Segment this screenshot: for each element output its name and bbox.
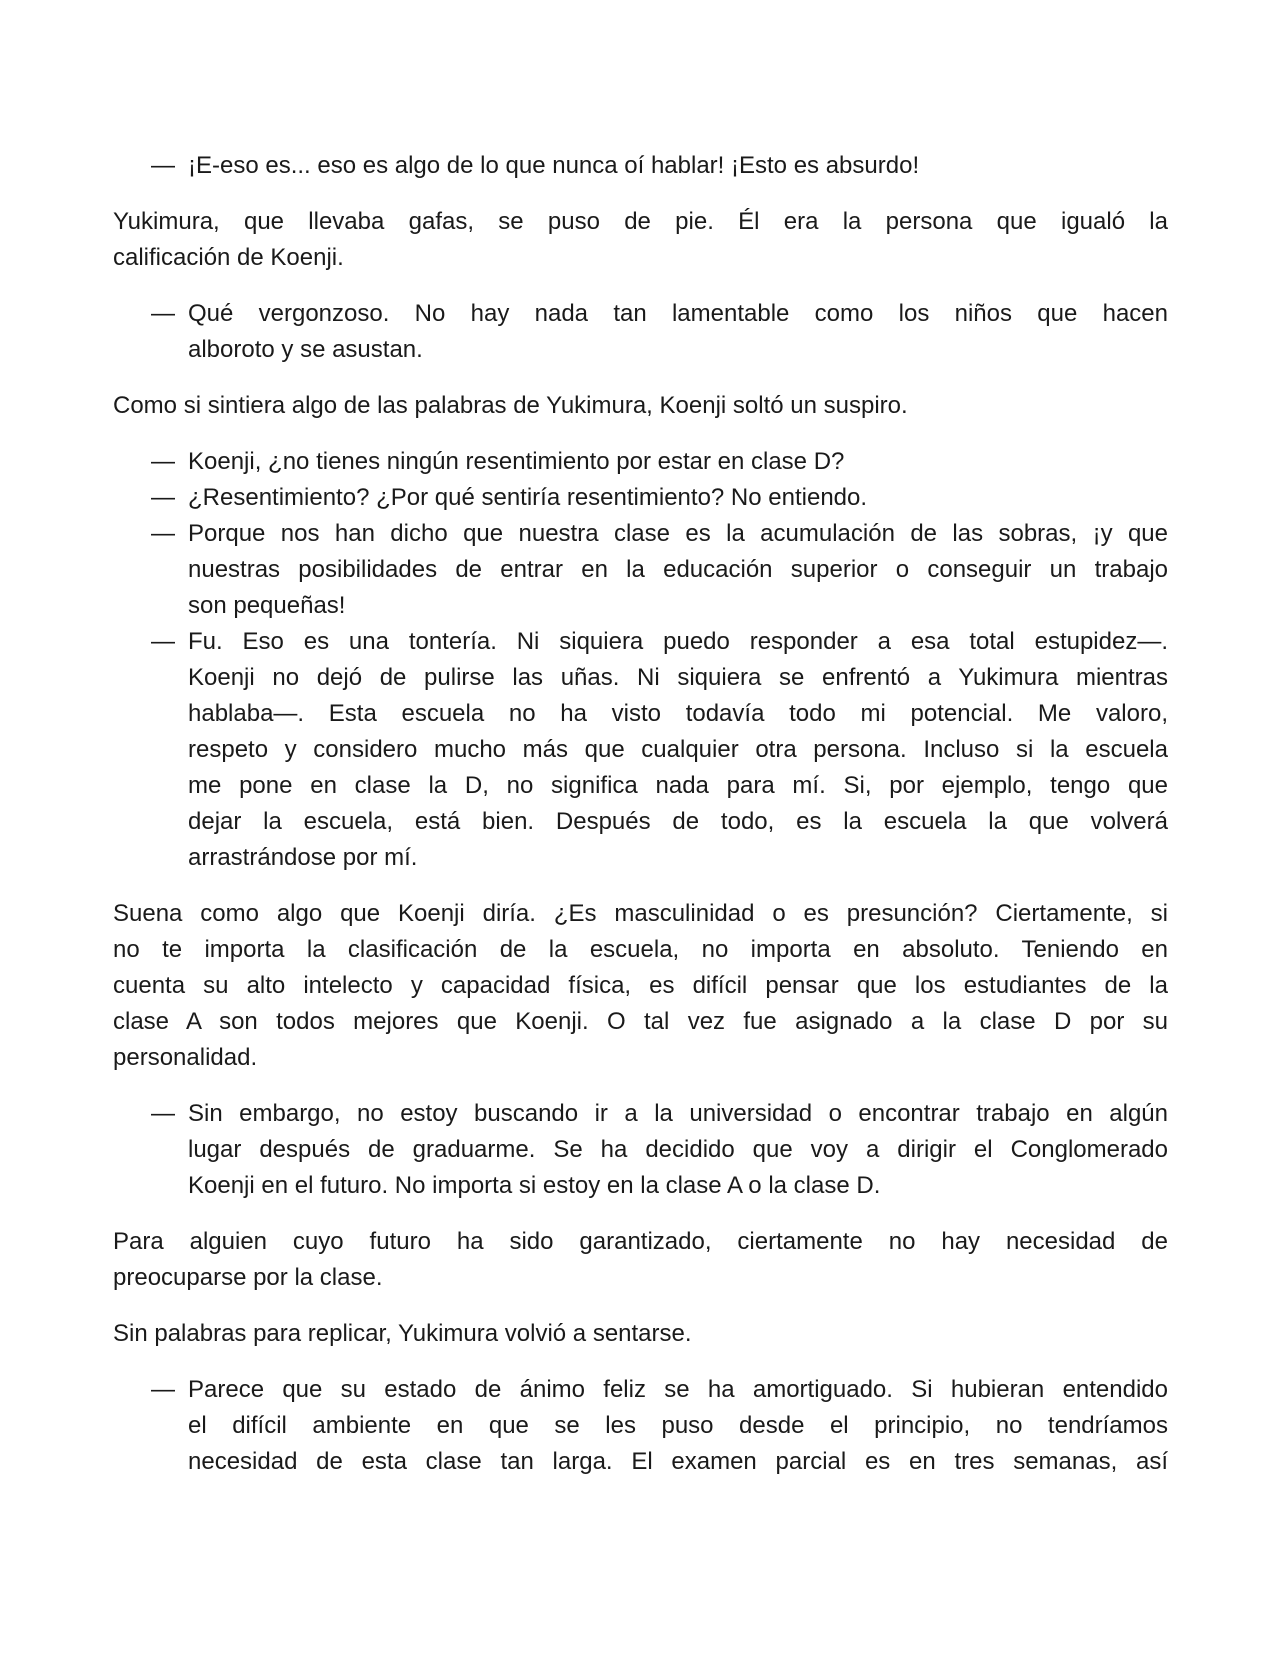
line-text: son pequeñas! bbox=[188, 592, 346, 619]
text-line bbox=[113, 804, 1168, 840]
line-text: el difícil ambiente en que se les puso desde el principio, no tendríamos bbox=[188, 1412, 1168, 1439]
text-line bbox=[113, 1408, 1168, 1444]
text-line bbox=[113, 296, 1168, 332]
dialogue-dash: — bbox=[151, 484, 175, 511]
line-text: Suena como algo que Koenji diría. ¿Es masculinidad o es presunción? Ciertamente, si bbox=[113, 900, 1168, 927]
line-text: Sin palabras para replicar, Yukimura volvió a sentarse. bbox=[113, 1320, 692, 1347]
dialogue-dash: — bbox=[151, 448, 175, 475]
line-text: Fu. Eso es una tontería. Ni siquiera puedo responder a esa total estupidez—. bbox=[188, 628, 1168, 655]
line-text: Para alguien cuyo futuro ha sido garantizado, ciertamente no hay necesidad de bbox=[113, 1228, 1168, 1255]
text-line bbox=[113, 1040, 1168, 1076]
dialogue-dash: — bbox=[151, 1100, 175, 1127]
line-text: lugar después de graduarme. Se ha decidido que voy a dirigir el Conglomerado bbox=[188, 1136, 1168, 1163]
dialogue-dash: — bbox=[151, 300, 175, 327]
dialogue-dash: — bbox=[151, 1376, 175, 1403]
dialogue-paragraph bbox=[113, 296, 1168, 368]
document-page bbox=[113, 148, 1168, 1500]
text-line bbox=[113, 968, 1168, 1004]
text-line bbox=[113, 1004, 1168, 1040]
dialogue-paragraph bbox=[113, 1372, 1168, 1480]
line-text: me pone en clase la D, no significa nada para mí. Si, por ejemplo, tengo que bbox=[188, 772, 1168, 799]
dialogue-paragraph bbox=[113, 480, 1168, 516]
text-line bbox=[113, 480, 1168, 516]
text-line bbox=[113, 1224, 1168, 1260]
line-text: ¡E-eso es... eso es algo de lo que nunca oí hablar! ¡Esto es absurdo! bbox=[188, 152, 920, 179]
text-line bbox=[113, 732, 1168, 768]
line-text: hablaba—. Esta escuela no ha visto todavía todo mi potencial. Me valoro, bbox=[188, 700, 1168, 727]
line-text: preocuparse por la clase. bbox=[113, 1264, 383, 1291]
line-text: alboroto y se asustan. bbox=[188, 336, 423, 363]
narration-paragraph bbox=[113, 896, 1168, 1076]
narration-paragraph bbox=[113, 388, 1168, 424]
line-text: Yukimura, que llevaba gafas, se puso de pie. Él era la persona que igualó la bbox=[113, 208, 1168, 235]
text-line bbox=[113, 768, 1168, 804]
text-line bbox=[113, 1444, 1168, 1480]
line-text: necesidad de esta clase tan larga. El examen parcial es en tres semanas, así bbox=[188, 1448, 1168, 1475]
text-line bbox=[113, 148, 1168, 184]
line-text: Qué vergonzoso. No hay nada tan lamentable como los niños que hacen bbox=[188, 300, 1168, 327]
text-line bbox=[113, 1372, 1168, 1408]
line-text: calificación de Koenji. bbox=[113, 244, 344, 271]
line-text: Porque nos han dicho que nuestra clase es la acumulación de las sobras, ¡y que bbox=[188, 520, 1168, 547]
line-text: Como si sintiera algo de las palabras de Yukimura, Koenji soltó un suspiro. bbox=[113, 392, 908, 419]
text-line bbox=[113, 388, 1168, 424]
text-line bbox=[113, 660, 1168, 696]
line-text: personalidad. bbox=[113, 1044, 258, 1071]
text-line bbox=[113, 1096, 1168, 1132]
line-text: no te importa la clasificación de la escuela, no importa en absoluto. Teniendo en bbox=[113, 936, 1168, 963]
line-text: Koenji, ¿no tienes ningún resentimiento por estar en clase D? bbox=[188, 448, 845, 475]
text-line bbox=[113, 552, 1168, 588]
dialogue-paragraph bbox=[113, 1096, 1168, 1204]
text-line bbox=[113, 1168, 1168, 1204]
line-text: cuenta su alto intelecto y capacidad física, es difícil pensar que los estudiantes de la bbox=[113, 972, 1168, 999]
dialogue-paragraph bbox=[113, 148, 1168, 184]
text-line bbox=[113, 332, 1168, 368]
line-text: respeto y considero mucho más que cualquier otra persona. Incluso si la escuela bbox=[188, 736, 1168, 763]
line-text: Koenji en el futuro. No importa si estoy en la clase A o la clase D. bbox=[188, 1172, 881, 1199]
dialogue-paragraph bbox=[113, 444, 1168, 480]
dialogue-dash: — bbox=[151, 520, 175, 547]
text-line bbox=[113, 204, 1168, 240]
line-text: ¿Resentimiento? ¿Por qué sentiría resentimiento? No entiendo. bbox=[188, 484, 868, 511]
text-line bbox=[113, 840, 1168, 876]
dialogue-paragraph bbox=[113, 516, 1168, 624]
narration-paragraph bbox=[113, 204, 1168, 276]
line-text: nuestras posibilidades de entrar en la educación superior o conseguir un trabajo bbox=[188, 556, 1168, 583]
text-line bbox=[113, 240, 1168, 276]
line-text: Parece que su estado de ánimo feliz se ha amortiguado. Si hubieran entendido bbox=[188, 1376, 1168, 1403]
line-text: dejar la escuela, está bien. Después de todo, es la escuela la que volverá bbox=[188, 808, 1168, 835]
text-line bbox=[113, 588, 1168, 624]
dialogue-paragraph bbox=[113, 624, 1168, 876]
text-line bbox=[113, 1316, 1168, 1352]
text-line bbox=[113, 444, 1168, 480]
dialogue-dash: — bbox=[151, 152, 175, 179]
line-text: Sin embargo, no estoy buscando ir a la universidad o encontrar trabajo en algún bbox=[188, 1100, 1168, 1127]
text-line bbox=[113, 696, 1168, 732]
text-line bbox=[113, 624, 1168, 660]
narration-paragraph bbox=[113, 1316, 1168, 1352]
text-line bbox=[113, 1260, 1168, 1296]
line-text: Koenji no dejó de pulirse las uñas. Ni siquiera se enfrentó a Yukimura mientras bbox=[188, 664, 1168, 691]
text-line bbox=[113, 1132, 1168, 1168]
line-text: clase A son todos mejores que Koenji. O tal vez fue asignado a la clase D por su bbox=[113, 1008, 1168, 1035]
text-line bbox=[113, 516, 1168, 552]
text-line bbox=[113, 932, 1168, 968]
narration-paragraph bbox=[113, 1224, 1168, 1296]
dialogue-dash: — bbox=[151, 628, 175, 655]
text-line bbox=[113, 896, 1168, 932]
line-text: arrastrándose por mí. bbox=[188, 844, 418, 871]
